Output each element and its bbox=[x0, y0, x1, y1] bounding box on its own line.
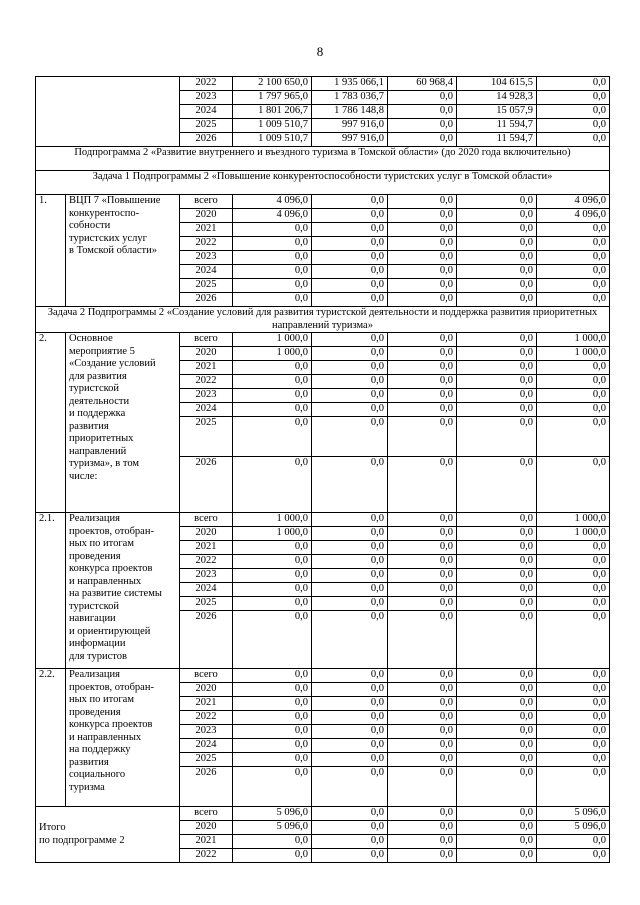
value-cell: 0,0 bbox=[312, 569, 388, 583]
value-cell: 0,0 bbox=[312, 597, 388, 611]
value-cell: 0,0 bbox=[537, 77, 610, 91]
year-cell: всего bbox=[180, 807, 233, 821]
subprogram-title-row bbox=[36, 147, 610, 171]
value-cell: 1 000,0 bbox=[537, 333, 610, 347]
value-cell: 0,0 bbox=[233, 753, 312, 767]
value-cell: 0,0 bbox=[312, 711, 388, 725]
value-cell: 0,0 bbox=[233, 417, 312, 457]
value-cell: 0,0 bbox=[233, 569, 312, 583]
value-cell: 0,0 bbox=[233, 293, 312, 307]
value-cell: 0,0 bbox=[537, 223, 610, 237]
value-cell: 0,0 bbox=[233, 849, 312, 863]
value-cell: 0,0 bbox=[388, 767, 457, 807]
value-cell: 0,0 bbox=[233, 361, 312, 375]
value-cell: 0,0 bbox=[537, 279, 610, 293]
value-cell: 0,0 bbox=[312, 669, 388, 683]
value-cell: 0,0 bbox=[537, 711, 610, 725]
value-cell: 0,0 bbox=[312, 555, 388, 569]
value-cell: 0,0 bbox=[388, 195, 457, 209]
value-cell: 0,0 bbox=[388, 711, 457, 725]
value-cell: 0,0 bbox=[537, 669, 610, 683]
value-cell: 0,0 bbox=[233, 223, 312, 237]
value-cell: 0,0 bbox=[312, 361, 388, 375]
value-cell: 0,0 bbox=[457, 669, 537, 683]
year-cell: 2022 bbox=[180, 555, 233, 569]
year-cell: 2020 bbox=[180, 683, 233, 697]
value-cell: 0,0 bbox=[457, 739, 537, 753]
value-cell: 0,0 bbox=[312, 333, 388, 347]
value-cell: 0,0 bbox=[457, 389, 537, 403]
value-cell: 0,0 bbox=[537, 683, 610, 697]
value-cell: 0,0 bbox=[388, 753, 457, 767]
value-cell: 0,0 bbox=[312, 583, 388, 597]
year-cell: 2020 bbox=[180, 527, 233, 541]
value-cell: 0,0 bbox=[537, 403, 610, 417]
value-cell: 5 096,0 bbox=[233, 821, 312, 835]
value-cell: 4 096,0 bbox=[537, 195, 610, 209]
value-cell: 0,0 bbox=[233, 725, 312, 739]
year-cell: 2022 bbox=[180, 711, 233, 725]
value-cell: 0,0 bbox=[537, 739, 610, 753]
value-cell: 0,0 bbox=[537, 417, 610, 457]
table-row bbox=[36, 77, 610, 91]
value-cell: 0,0 bbox=[388, 849, 457, 863]
task-title: Задача 1 Подпрограммы 2 «Повышение конкурентоспособности туристских услуг в Томской области» bbox=[36, 171, 610, 195]
year-cell: 2020 bbox=[180, 347, 233, 361]
value-cell: 0,0 bbox=[233, 697, 312, 711]
value-cell: 0,0 bbox=[457, 583, 537, 597]
value-cell: 0,0 bbox=[457, 807, 537, 821]
year-cell: 2023 bbox=[180, 91, 233, 105]
year-cell: 2025 bbox=[180, 597, 233, 611]
value-cell: 1 783 036,7 bbox=[312, 91, 388, 105]
value-cell: 0,0 bbox=[312, 293, 388, 307]
value-cell: 0,0 bbox=[388, 237, 457, 251]
value-cell: 0,0 bbox=[457, 209, 537, 223]
value-cell: 0,0 bbox=[388, 333, 457, 347]
value-cell: 11 594,7 bbox=[457, 133, 537, 147]
value-cell: 0,0 bbox=[233, 597, 312, 611]
value-cell: 1 000,0 bbox=[537, 513, 610, 527]
value-cell: 0,0 bbox=[388, 541, 457, 555]
value-cell: 0,0 bbox=[388, 375, 457, 389]
item-name: ВЦП 7 «Повышение конкурентоспо- собности туристских услуг в Томской области» bbox=[66, 195, 180, 307]
year-cell: всего bbox=[180, 333, 233, 347]
year-cell: 2024 bbox=[180, 403, 233, 417]
value-cell: 0,0 bbox=[388, 119, 457, 133]
value-cell: 0,0 bbox=[388, 251, 457, 265]
value-cell: 0,0 bbox=[537, 361, 610, 375]
value-cell: 0,0 bbox=[233, 669, 312, 683]
value-cell: 0,0 bbox=[388, 835, 457, 849]
value-cell: 0,0 bbox=[388, 569, 457, 583]
value-cell: 0,0 bbox=[233, 389, 312, 403]
value-cell: 0,0 bbox=[457, 821, 537, 835]
year-cell: 2024 bbox=[180, 105, 233, 119]
table-row bbox=[36, 333, 610, 347]
value-cell: 1 935 066,1 bbox=[312, 77, 388, 91]
value-cell: 0,0 bbox=[388, 669, 457, 683]
value-cell: 0,0 bbox=[312, 541, 388, 555]
value-cell: 0,0 bbox=[457, 347, 537, 361]
value-cell: 0,0 bbox=[312, 223, 388, 237]
value-cell: 0,0 bbox=[388, 725, 457, 739]
value-cell: 0,0 bbox=[388, 555, 457, 569]
empty-cell bbox=[36, 77, 180, 147]
value-cell: 0,0 bbox=[388, 293, 457, 307]
value-cell: 0,0 bbox=[388, 91, 457, 105]
year-cell: 2022 bbox=[180, 375, 233, 389]
value-cell: 0,0 bbox=[388, 209, 457, 223]
value-cell: 0,0 bbox=[312, 725, 388, 739]
value-cell: 0,0 bbox=[312, 279, 388, 293]
year-cell: 2023 bbox=[180, 725, 233, 739]
value-cell: 0,0 bbox=[537, 767, 610, 807]
table-row bbox=[36, 513, 610, 527]
year-cell: 2025 bbox=[180, 753, 233, 767]
value-cell: 0,0 bbox=[537, 293, 610, 307]
value-cell: 14 928,3 bbox=[457, 91, 537, 105]
value-cell: 0,0 bbox=[388, 683, 457, 697]
value-cell: 0,0 bbox=[233, 835, 312, 849]
value-cell: 0,0 bbox=[457, 403, 537, 417]
task-title: Задача 2 Подпрограммы 2 «Создание условий для развития туристской деятельности и поддержка развития приоритетных направлений туризма» bbox=[36, 307, 610, 333]
value-cell: 5 096,0 bbox=[233, 807, 312, 821]
value-cell: 0,0 bbox=[457, 711, 537, 725]
value-cell: 0,0 bbox=[388, 583, 457, 597]
value-cell: 1 786 148,8 bbox=[312, 105, 388, 119]
page-number: 8 bbox=[316, 44, 324, 59]
value-cell: 0,0 bbox=[537, 91, 610, 105]
total-row bbox=[36, 807, 610, 821]
value-cell: 1 000,0 bbox=[537, 527, 610, 541]
value-cell: 0,0 bbox=[388, 739, 457, 753]
value-cell: 1 000,0 bbox=[233, 513, 312, 527]
value-cell: 0,0 bbox=[537, 555, 610, 569]
value-cell: 0,0 bbox=[388, 527, 457, 541]
value-cell: 0,0 bbox=[312, 375, 388, 389]
value-cell: 0,0 bbox=[312, 697, 388, 711]
value-cell: 0,0 bbox=[312, 849, 388, 863]
task-title-row bbox=[36, 171, 610, 195]
value-cell: 0,0 bbox=[312, 265, 388, 279]
table-row bbox=[36, 195, 610, 209]
value-cell: 997 916,0 bbox=[312, 133, 388, 147]
value-cell: 0,0 bbox=[312, 513, 388, 527]
year-cell: 2025 bbox=[180, 417, 233, 457]
year-cell: 2020 bbox=[180, 209, 233, 223]
value-cell: 0,0 bbox=[537, 389, 610, 403]
value-cell: 0,0 bbox=[388, 417, 457, 457]
budget-table bbox=[35, 76, 610, 863]
year-cell: 2022 bbox=[180, 849, 233, 863]
value-cell: 0,0 bbox=[233, 457, 312, 513]
value-cell: 60 968,4 bbox=[388, 77, 457, 91]
value-cell: 0,0 bbox=[233, 541, 312, 555]
value-cell: 0,0 bbox=[233, 279, 312, 293]
year-cell: 2023 bbox=[180, 569, 233, 583]
year-cell: 2023 bbox=[180, 389, 233, 403]
value-cell: 0,0 bbox=[312, 807, 388, 821]
value-cell: 0,0 bbox=[457, 849, 537, 863]
value-cell: 0,0 bbox=[388, 347, 457, 361]
value-cell: 4 096,0 bbox=[537, 209, 610, 223]
value-cell: 0,0 bbox=[312, 389, 388, 403]
value-cell: 0,0 bbox=[457, 417, 537, 457]
value-cell: 0,0 bbox=[537, 119, 610, 133]
value-cell: 0,0 bbox=[312, 195, 388, 209]
value-cell: 0,0 bbox=[233, 555, 312, 569]
value-cell: 0,0 bbox=[457, 279, 537, 293]
value-cell: 0,0 bbox=[457, 375, 537, 389]
value-cell: 0,0 bbox=[388, 279, 457, 293]
value-cell: 0,0 bbox=[457, 333, 537, 347]
value-cell: 0,0 bbox=[233, 739, 312, 753]
value-cell: 0,0 bbox=[233, 683, 312, 697]
value-cell: 0,0 bbox=[388, 597, 457, 611]
year-cell: 2026 bbox=[180, 293, 233, 307]
value-cell: 0,0 bbox=[457, 683, 537, 697]
value-cell: 0,0 bbox=[537, 569, 610, 583]
value-cell: 0,0 bbox=[388, 105, 457, 119]
value-cell: 0,0 bbox=[537, 697, 610, 711]
value-cell: 5 096,0 bbox=[537, 821, 610, 835]
value-cell: 0,0 bbox=[312, 739, 388, 753]
value-cell: 0,0 bbox=[457, 555, 537, 569]
value-cell: 0,0 bbox=[388, 403, 457, 417]
table-body bbox=[36, 77, 610, 863]
value-cell: 0,0 bbox=[233, 251, 312, 265]
value-cell: 0,0 bbox=[233, 265, 312, 279]
value-cell: 0,0 bbox=[312, 209, 388, 223]
value-cell: 5 096,0 bbox=[537, 807, 610, 821]
row-number: 1. bbox=[36, 195, 66, 307]
value-cell: 0,0 bbox=[388, 697, 457, 711]
total-label: Итого по подпрограмме 2 bbox=[36, 807, 180, 863]
value-cell: 0,0 bbox=[312, 403, 388, 417]
value-cell: 0,0 bbox=[537, 835, 610, 849]
year-cell: всего bbox=[180, 195, 233, 209]
table-row bbox=[36, 669, 610, 683]
value-cell: 0,0 bbox=[457, 237, 537, 251]
year-cell: 2022 bbox=[180, 77, 233, 91]
value-cell: 0,0 bbox=[457, 513, 537, 527]
year-cell: 2021 bbox=[180, 541, 233, 555]
value-cell: 0,0 bbox=[388, 513, 457, 527]
value-cell: 104 615,5 bbox=[457, 77, 537, 91]
value-cell: 0,0 bbox=[388, 223, 457, 237]
value-cell: 15 057,9 bbox=[457, 105, 537, 119]
value-cell: 0,0 bbox=[312, 835, 388, 849]
value-cell: 0,0 bbox=[457, 611, 537, 669]
year-cell: 2020 bbox=[180, 821, 233, 835]
item-name: Реализация проектов, отобран- ных по итогам проведения конкурса проектов и направленных на поддержку развития социального туризма bbox=[66, 669, 180, 807]
value-cell: 0,0 bbox=[537, 611, 610, 669]
value-cell: 0,0 bbox=[457, 457, 537, 513]
value-cell: 0,0 bbox=[457, 361, 537, 375]
value-cell: 0,0 bbox=[537, 133, 610, 147]
value-cell: 0,0 bbox=[457, 569, 537, 583]
value-cell: 0,0 bbox=[537, 251, 610, 265]
value-cell: 0,0 bbox=[457, 223, 537, 237]
value-cell: 1 009 510,7 bbox=[233, 133, 312, 147]
year-cell: 2026 bbox=[180, 767, 233, 807]
value-cell: 0,0 bbox=[312, 237, 388, 251]
value-cell: 0,0 bbox=[312, 457, 388, 513]
value-cell: 0,0 bbox=[457, 541, 537, 555]
value-cell: 0,0 bbox=[537, 753, 610, 767]
value-cell: 0,0 bbox=[312, 417, 388, 457]
year-cell: 2021 bbox=[180, 835, 233, 849]
year-cell: 2021 bbox=[180, 361, 233, 375]
value-cell: 0,0 bbox=[537, 265, 610, 279]
subprogram-title: Подпрограмма 2 «Развитие внутреннего и въездного туризма в Томской области» (до 2020 года включительно) bbox=[36, 147, 610, 171]
year-cell: 2024 bbox=[180, 583, 233, 597]
row-number: 2. bbox=[36, 333, 66, 513]
value-cell: 0,0 bbox=[537, 597, 610, 611]
value-cell: 0,0 bbox=[457, 597, 537, 611]
value-cell: 0,0 bbox=[537, 457, 610, 513]
year-cell: 2026 bbox=[180, 457, 233, 513]
task-title-row bbox=[36, 307, 610, 333]
value-cell: 1 801 206,7 bbox=[233, 105, 312, 119]
value-cell: 0,0 bbox=[233, 375, 312, 389]
item-name: Основное мероприятие 5 «Создание условий для развития туристской деятельности и поддержка развития приоритетных направлений туризма», в том числе: bbox=[66, 333, 180, 513]
value-cell: 0,0 bbox=[388, 457, 457, 513]
value-cell: 0,0 bbox=[388, 265, 457, 279]
value-cell: 1 009 510,7 bbox=[233, 119, 312, 133]
year-cell: 2022 bbox=[180, 237, 233, 251]
value-cell: 1 797 965,0 bbox=[233, 91, 312, 105]
value-cell: 0,0 bbox=[388, 133, 457, 147]
value-cell: 0,0 bbox=[312, 611, 388, 669]
value-cell: 0,0 bbox=[457, 697, 537, 711]
value-cell: 0,0 bbox=[233, 583, 312, 597]
value-cell: 0,0 bbox=[233, 611, 312, 669]
value-cell: 0,0 bbox=[537, 375, 610, 389]
year-cell: 2021 bbox=[180, 223, 233, 237]
value-cell: 0,0 bbox=[388, 611, 457, 669]
year-cell: 2024 bbox=[180, 265, 233, 279]
value-cell: 0,0 bbox=[457, 293, 537, 307]
value-cell: 0,0 bbox=[388, 807, 457, 821]
value-cell: 0,0 bbox=[457, 265, 537, 279]
value-cell: 0,0 bbox=[537, 105, 610, 119]
year-cell: 2025 bbox=[180, 279, 233, 293]
value-cell: 0,0 bbox=[457, 767, 537, 807]
value-cell: 1 000,0 bbox=[233, 333, 312, 347]
value-cell: 4 096,0 bbox=[233, 195, 312, 209]
year-cell: 2024 bbox=[180, 739, 233, 753]
value-cell: 0,0 bbox=[457, 835, 537, 849]
row-number: 2.2. bbox=[36, 669, 66, 807]
value-cell: 0,0 bbox=[457, 195, 537, 209]
item-name: Реализация проектов, отобран- ных по итогам проведения конкурса проектов и направленных на развитие системы туристской навигации и ориентирующей информации для туристов bbox=[66, 513, 180, 669]
year-cell: 2026 bbox=[180, 611, 233, 669]
value-cell: 0,0 bbox=[233, 767, 312, 807]
value-cell: 0,0 bbox=[312, 251, 388, 265]
value-cell: 0,0 bbox=[312, 347, 388, 361]
value-cell: 0,0 bbox=[537, 541, 610, 555]
value-cell: 0,0 bbox=[312, 683, 388, 697]
value-cell: 0,0 bbox=[388, 389, 457, 403]
value-cell: 0,0 bbox=[233, 711, 312, 725]
value-cell: 0,0 bbox=[537, 849, 610, 863]
year-cell: всего bbox=[180, 513, 233, 527]
year-cell: 2021 bbox=[180, 697, 233, 711]
value-cell: 0,0 bbox=[537, 237, 610, 251]
value-cell: 0,0 bbox=[312, 767, 388, 807]
value-cell: 1 000,0 bbox=[233, 347, 312, 361]
value-cell: 1 000,0 bbox=[233, 527, 312, 541]
year-cell: всего bbox=[180, 669, 233, 683]
value-cell: 997 916,0 bbox=[312, 119, 388, 133]
row-number: 2.1. bbox=[36, 513, 66, 669]
value-cell: 0,0 bbox=[457, 725, 537, 739]
value-cell: 0,0 bbox=[457, 251, 537, 265]
value-cell: 0,0 bbox=[312, 527, 388, 541]
value-cell: 0,0 bbox=[537, 725, 610, 739]
value-cell: 4 096,0 bbox=[233, 209, 312, 223]
value-cell: 1 000,0 bbox=[537, 347, 610, 361]
year-cell: 2025 bbox=[180, 119, 233, 133]
value-cell: 0,0 bbox=[312, 753, 388, 767]
value-cell: 0,0 bbox=[312, 821, 388, 835]
value-cell: 0,0 bbox=[233, 403, 312, 417]
value-cell: 0,0 bbox=[457, 753, 537, 767]
value-cell: 0,0 bbox=[233, 237, 312, 251]
value-cell: 2 100 650,0 bbox=[233, 77, 312, 91]
value-cell: 0,0 bbox=[388, 821, 457, 835]
value-cell: 0,0 bbox=[388, 361, 457, 375]
year-cell: 2023 bbox=[180, 251, 233, 265]
value-cell: 0,0 bbox=[457, 527, 537, 541]
value-cell: 0,0 bbox=[537, 583, 610, 597]
year-cell: 2026 bbox=[180, 133, 233, 147]
value-cell: 11 594,7 bbox=[457, 119, 537, 133]
